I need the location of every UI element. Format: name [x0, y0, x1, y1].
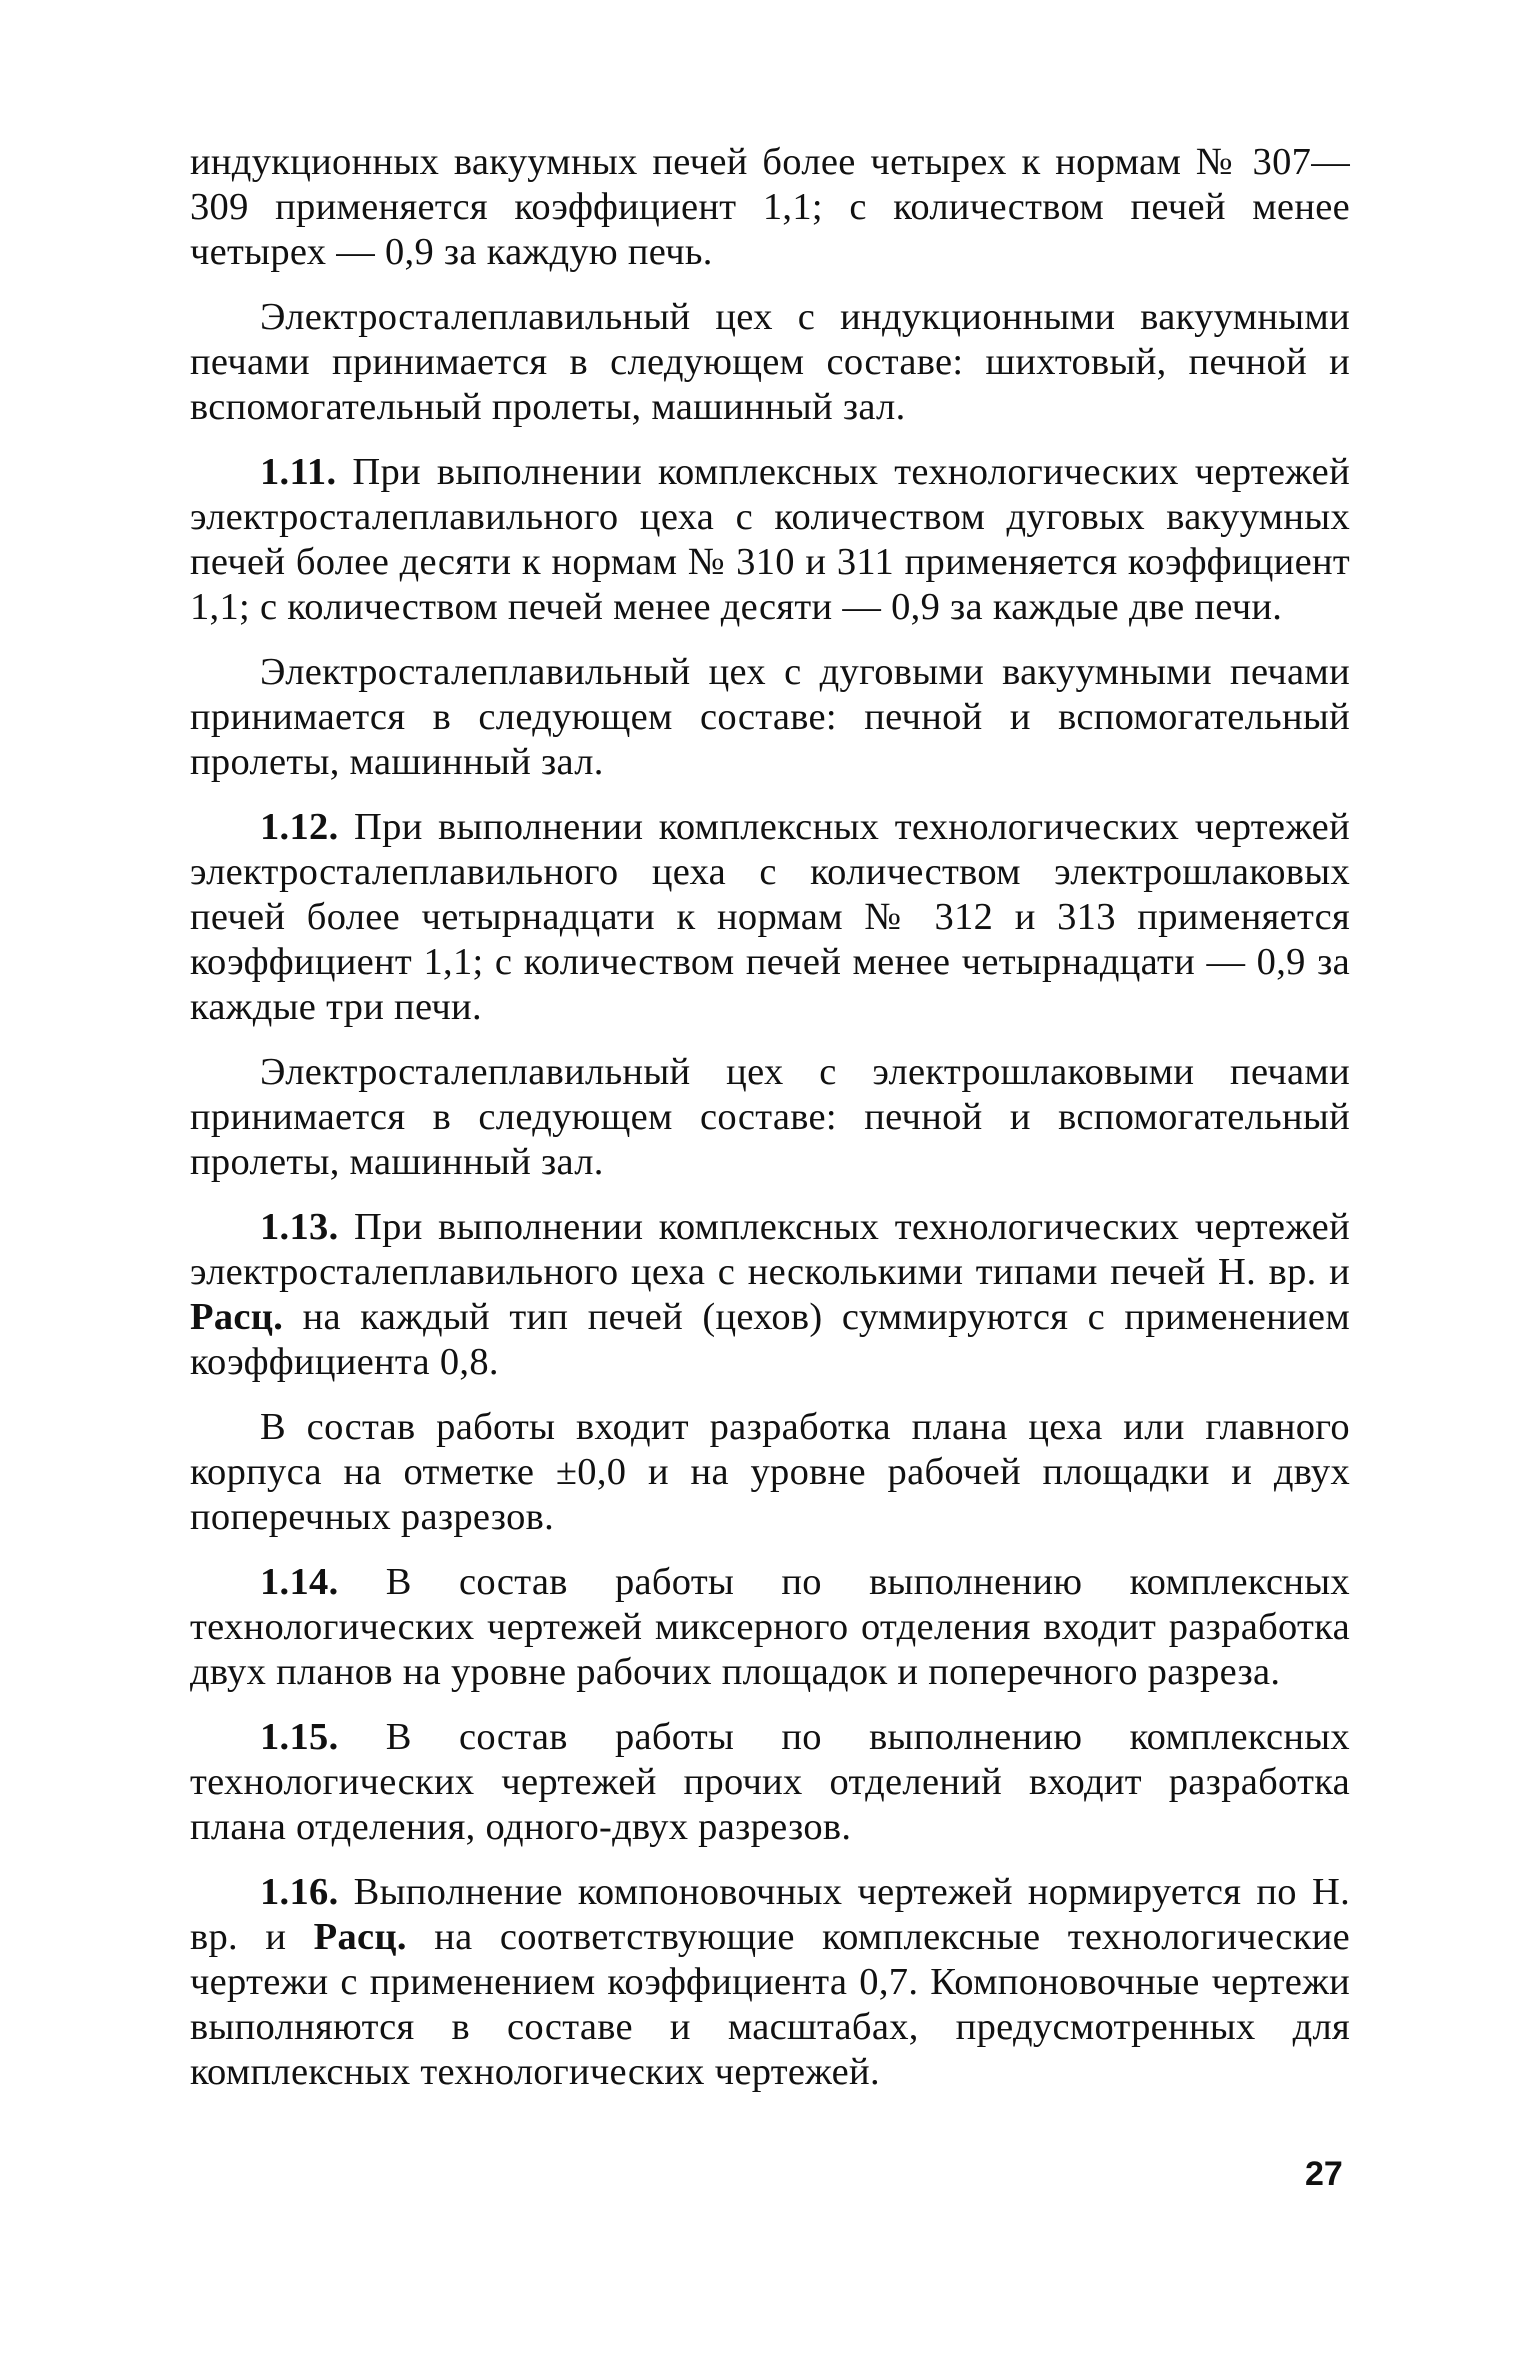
paragraph-1-14 [190, 1560, 1350, 1695]
paragraph-work-scope [190, 1405, 1350, 1540]
paragraph-electroslag-shop [190, 1050, 1350, 1185]
paragraph-text: В состав работы входит разработка плана цеха или главного корпуса на отметке ±0,0 и на уровне рабочей площадки и двух поперечных разрезов. [190, 1406, 1350, 1538]
paragraph-1-15 [190, 1715, 1350, 1850]
paragraph-text: Электросталеплавильный цех с дуговыми вакуумными печами принимается в следующем составе: печной и вспомогательный пролеты, машинный зал. [190, 651, 1350, 783]
paragraph-1-13 [190, 1205, 1350, 1385]
paragraph-continuation [190, 140, 1350, 275]
paragraph-bold-term: Расц. [313, 1916, 407, 1958]
section-number: 1.13. [260, 1206, 339, 1248]
section-number: 1.14. [260, 1561, 339, 1603]
document-page [190, 140, 1350, 2115]
paragraph-text: индукционных вакуумных печей более четырех к нормам № 307—309 применяется коэффициент 1,1; с количеством печей менее четырех — 0,9 за каждую печь. [190, 141, 1350, 273]
paragraph-1-12 [190, 805, 1350, 1030]
paragraph-induction-shop [190, 295, 1350, 430]
paragraph-arc-shop [190, 650, 1350, 785]
section-number: 1.15. [260, 1716, 339, 1758]
paragraph-text: При выполнении комплексных технологических чертежей электросталеплавильного цеха с количеством электрошлаковых печей более четырнадцати к нормам № 312 и 313 применяется коэффициент 1,1; с количеством печей менее четырнадцати — 0,9 за каждые три печи. [190, 806, 1350, 1028]
section-number: 1.12. [260, 806, 339, 848]
paragraph-text-after: на каждый тип печей (цехов) суммируются с применением коэффициента 0,8. [190, 1296, 1350, 1383]
paragraph-text: В состав работы по выполнению комплексных технологических чертежей прочих отделений входит разработка плана отделения, одного-двух разрезов. [190, 1716, 1350, 1848]
paragraph-text: В состав работы по выполнению комплексных технологических чертежей миксерного отделения входит разработка двух планов на уровне рабочих площадок и поперечного разреза. [190, 1561, 1350, 1693]
paragraph-text-before: При выполнении комплексных технологических чертежей электросталеплавильного цеха с несколькими типами печей Н. вр. и [190, 1206, 1350, 1293]
paragraph-text: Электросталеплавильный цех с электрошлаковыми печами принимается в следующем составе: печной и вспомогательный пролеты, машинный зал. [190, 1051, 1350, 1183]
paragraph-text: При выполнении комплексных технологических чертежей электросталеплавильного цеха с количеством дуговых вакуумных печей более десяти к нормам № 310 и 311 применяется коэффициент 1,1; с количеством печей менее десяти — 0,9 за каждые две печи. [190, 451, 1350, 628]
paragraph-text-before: Выполнение компоновочных чертежей нормируется по Н. вр. и [190, 1871, 1350, 1958]
paragraph-1-11 [190, 450, 1350, 630]
section-number: 1.11. [260, 451, 337, 493]
paragraph-text: Электросталеплавильный цех с индукционными вакуумными печами принимается в следующем составе: шихтовый, печной и вспомогательный пролеты, машинный зал. [190, 296, 1350, 428]
section-number: 1.16. [260, 1871, 339, 1913]
page-number: 27 [1305, 2155, 1343, 2193]
paragraph-bold-term: Расц. [190, 1296, 284, 1338]
paragraph-text-after: на соответствующие комплексные технологические чертежи с применением коэффициента 0,7. Компоновочные чертежи выполняются в составе и масштабах, предусмотренных для комплексных технологических чертежей. [190, 1916, 1350, 2093]
paragraph-1-16 [190, 1870, 1350, 2095]
